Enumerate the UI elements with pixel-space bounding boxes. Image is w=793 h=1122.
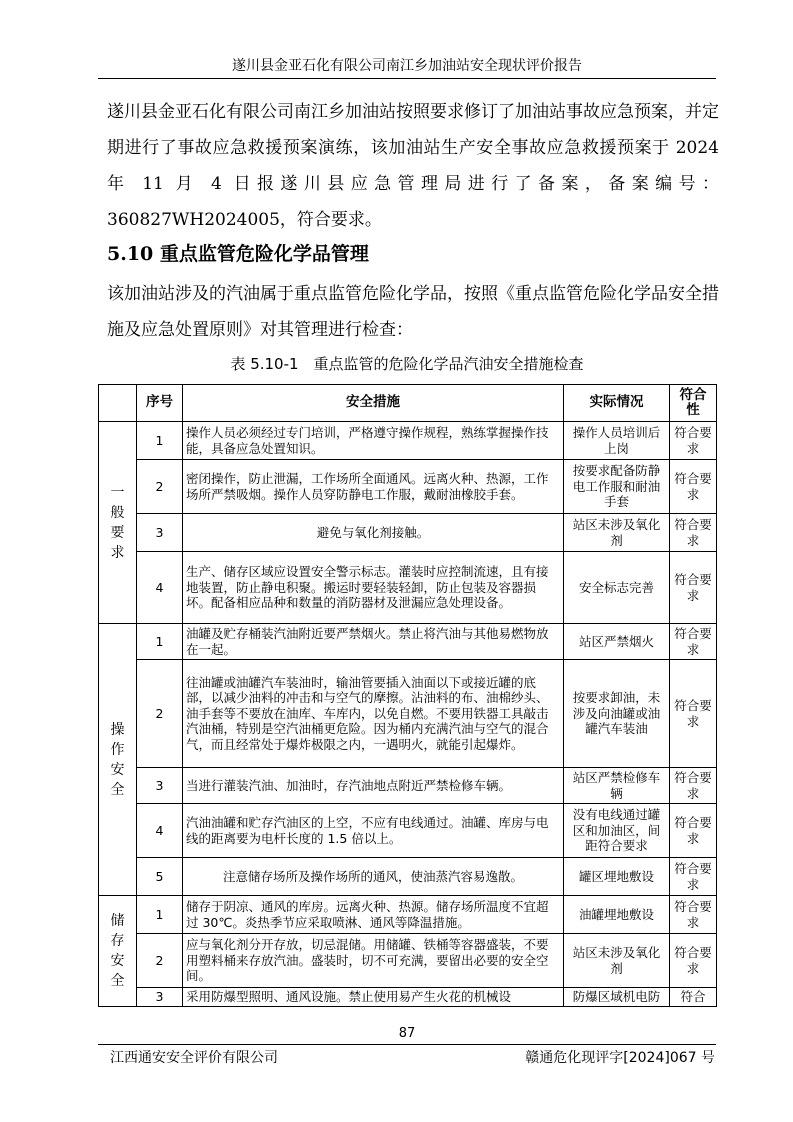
- row-number: 3: [137, 514, 183, 552]
- measure-cell: 汽油油罐和贮存汽油区的上空，不应有电线通过。油罐、库房与电线的距离要为电杆长度的 1.5 倍以上。: [183, 804, 564, 858]
- header-actual: 实际情况: [564, 385, 670, 422]
- table-row: [99, 988, 717, 1007]
- header-conform: 符合性: [670, 385, 717, 422]
- category-operation: 操作安全: [110, 721, 125, 798]
- measure-cell: 采用防爆型照明、通风设施。禁止使用易产生火花的机械设: [183, 988, 564, 1007]
- actual-cell: 安全标志完善: [564, 552, 670, 624]
- row-number: 2: [137, 660, 183, 768]
- table-row: [99, 804, 717, 858]
- conform-cell: 符合要求: [670, 514, 717, 552]
- measure-cell: 避免与氧化剂接触。: [183, 514, 564, 552]
- actual-cell: 油罐埋地敷设: [564, 896, 670, 934]
- measure-cell: 生产、储存区域应设置安全警示标志。灌装时应控制流速，且有接地装置，防止静电积聚。搬运时要轻装轻卸，防止包装及容器损坏。配备相应品种和数量的消防器材及泄漏应急处理设备。: [183, 552, 564, 624]
- safety-measures-table: [98, 384, 717, 1007]
- conform-cell: 符合: [670, 988, 717, 1007]
- table-row: [99, 552, 717, 624]
- table-row: [99, 934, 717, 988]
- actual-cell: 操作人员培训后上岗: [564, 422, 670, 460]
- row-number: 1: [137, 896, 183, 934]
- row-number: 1: [137, 624, 183, 660]
- header-no: 序号: [137, 385, 183, 422]
- row-number: 3: [137, 988, 183, 1007]
- measure-cell: 应与氧化剂分开存放，切忌混储。用储罐、铁桶等容器盛装，不要用塑料桶来存放汽油。盛装时，切不可充满，要留出必要的安全空间。: [183, 934, 564, 988]
- table-row: [99, 660, 717, 768]
- measure-cell: 往油罐或油罐汽车装油时，输油管要插入油面以下或接近罐的底部，以减少油料的冲击和与空气的摩擦。沾油料的布、油棉纱头、油手套等不要放在油库、车库内，以免自燃。不要用铁器工具敲击汽油桶，特别是空汽油桶更危险。因为桶内充满汽油与空气的混合气，而且经常处于爆炸极限之内，一遇明火，就能引起爆炸。: [183, 660, 564, 768]
- header-category: [99, 385, 137, 422]
- actual-cell: 站区未涉及氧化剂: [564, 934, 670, 988]
- conform-cell: 符合要求: [670, 804, 717, 858]
- category-cell: [99, 896, 137, 1007]
- conform-cell: 符合要求: [670, 552, 717, 624]
- conform-cell: 符合要求: [670, 660, 717, 768]
- table-row: [99, 624, 717, 660]
- conform-cell: 符合要求: [670, 858, 717, 896]
- row-number: 4: [137, 552, 183, 624]
- actual-cell: 按要求卸油，未涉及向油罐或油罐汽车装油: [564, 660, 670, 768]
- actual-cell: 防爆区域机电防: [564, 988, 670, 1007]
- conform-cell: 符合要求: [670, 768, 717, 804]
- actual-cell: 按要求配备防静电工作服和耐油手套: [564, 460, 670, 514]
- table-row: [99, 858, 717, 896]
- row-number: 2: [137, 460, 183, 514]
- table-caption: 表 5.10-1 重点监管的危险化学品汽油安全措施检查: [230, 355, 584, 373]
- actual-cell: 罐区埋地敷设: [564, 858, 670, 896]
- conform-cell: 符合要求: [670, 624, 717, 660]
- conform-cell: 符合要求: [670, 896, 717, 934]
- conform-cell: 符合要求: [670, 934, 717, 988]
- actual-cell: 站区严禁烟火: [564, 624, 670, 660]
- row-number: 2: [137, 934, 183, 988]
- measure-cell: 油罐及贮存桶装汽油附近要严禁烟火。禁止将汽油与其他易燃物放在一起。: [183, 624, 564, 660]
- table-row: [99, 422, 717, 460]
- actual-cell: 站区未涉及氧化剂: [564, 514, 670, 552]
- header-rule: [98, 78, 716, 79]
- category-cell: [99, 624, 137, 896]
- measure-cell: 注意储存场所及操作场所的通风，使油蒸汽容易逸散。: [183, 858, 564, 896]
- actual-cell: 站区严禁检修车辆: [564, 768, 670, 804]
- page-number: 87: [398, 1026, 416, 1041]
- actual-cell: 没有电线通过罐区和加油区，间距符合要求: [564, 804, 670, 858]
- row-number: 5: [137, 858, 183, 896]
- table-row: [99, 896, 717, 934]
- conform-cell: 符合要求: [670, 460, 717, 514]
- conform-cell: 符合要求: [670, 422, 717, 460]
- header-measure: 安全措施: [183, 385, 564, 422]
- footer-rule: [98, 1044, 716, 1045]
- footer-report-number: 赣通危化现评字[2024]067 号: [525, 1050, 715, 1066]
- measure-cell: 密闭操作，防止泄漏，工作场所全面通风。远离火种、热源，工作场所严禁吸烟。操作人员穿防静电工作服，戴耐油橡胶手套。: [183, 460, 564, 514]
- table-row: [99, 514, 717, 552]
- measure-cell: 储存于阴凉、通风的库房。远离火种、热源。储存场所温度不宜超过 30℃。炎热季节应采取喷淋、通风等降温措施。: [183, 896, 564, 934]
- category-general: 一般要求: [110, 484, 125, 561]
- row-number: 3: [137, 768, 183, 804]
- table-row: [99, 460, 717, 514]
- page-header: 遂川县金亚石化有限公司南江乡加油站安全现状评价报告: [232, 58, 582, 74]
- section-title: 5.10 重点监管危险化学品管理: [107, 243, 369, 265]
- table-row: [99, 768, 717, 804]
- row-number: 4: [137, 804, 183, 858]
- category-cell: [99, 422, 137, 624]
- measure-cell: 当进行灌装汽油、加油时，存汽油地点附近严禁检修车辆。: [183, 768, 564, 804]
- footer-company: 江西通安安全评价有限公司: [110, 1050, 278, 1066]
- measure-cell: 操作人员必须经过专门培训，严格遵守操作规程，熟练掌握操作技能，具备应急处置知识。: [183, 422, 564, 460]
- paragraph-emergency-plan: 遂川县金亚石化有限公司南江乡加油站按照要求修订了加油站事故应急预案，并定期进行了事故应急救援预案演练，该加油站生产安全事故应急救援预案于 2024 年 11 月 4 日报遂川县应急管理局进行了备案，备案编号：360827WH2024005，符合要求。: [107, 102, 719, 230]
- paragraph-hazardous-chemicals: 该加油站涉及的汽油属于重点监管危险化学品，按照《重点监管危险化学品安全措施及应急处置原则》对其管理进行检查：: [107, 284, 719, 340]
- row-number: 1: [137, 422, 183, 460]
- category-storage: 储存安全: [110, 912, 125, 989]
- table-header-row: [99, 385, 717, 422]
